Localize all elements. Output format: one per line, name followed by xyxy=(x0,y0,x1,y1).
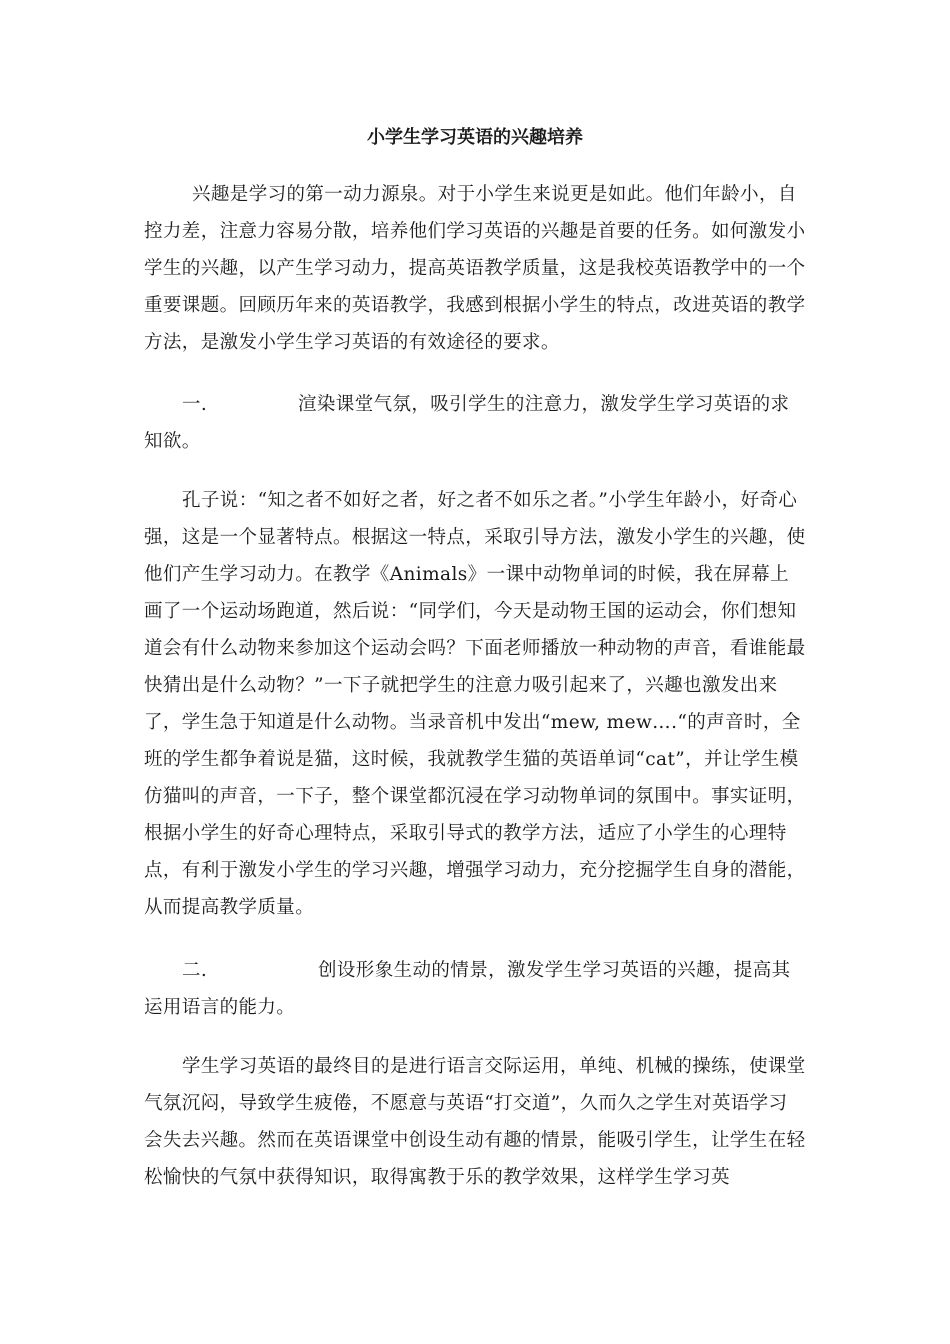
section-1-heading xyxy=(144,386,806,460)
section-2-heading xyxy=(144,952,806,1026)
intro-paragraph xyxy=(144,176,806,361)
section-2-heading-text: 创设形象生动的情景，激发学生学习英语的兴趣，提高其运用语言的能力。 xyxy=(144,960,791,1018)
section-1-text: 孔子说：“知之者不如好之者，好之者不如乐之者。”小学生年龄小，好奇心强，这是一个显著特点。根据这一特点，采取引导方法，激发小学生的兴趣，使他们产生学习动力。在教学《Animals》一课中动物单词的时候，我在屏幕上画了一个运动场跑道，然后说：“同学们，今天是动物王国的运动会，你们想知道会有什么动物来参加这个运动会吗？下面老师播放一种动物的声音，看谁能最快猜出是什么动物？”一下子就把学生的注意力吸引起来了，兴趣也激发出来了，学生急于知道是什么动物。当录音机中发出“mew, mew….“的声音时，全班的学生都争着说是猫，这时候，我就教学生猫的英语单词“cat”，并让学生模仿猫叫的声音，一下子，整个课堂都沉浸在学习动物单词的氛围中。事实证明，根据小学生的好奇心理特点，采取引导式的教学方法，适应了小学生的心理特点，有利于激发小学生的学习兴趣，增强学习动力，充分挖掘学生自身的潜能，从而提高教学质量。 xyxy=(144,490,806,918)
section-2-text: 学生学习英语的最终目的是进行语言交际运用，单纯、机械的操练，使课堂气氛沉闷，导致学生疲倦，不愿意与英语“打交道”，久而久之学生对英语学习会失去兴趣。然而在英语课堂中创设生动有趣的情景，能吸引学生，让学生在轻松愉快的气氛中获得知识，取得寓教于乐的教学效果，这样学生学习英 xyxy=(144,1056,806,1188)
section-1-heading-text: 渲染课堂气氛，吸引学生的注意力，激发学生学习英语的求知欲。 xyxy=(144,394,790,452)
section-1-number: 一. xyxy=(182,394,208,415)
section-1-paragraph xyxy=(144,482,806,926)
section-2-paragraph xyxy=(144,1048,806,1196)
section-2-number: 二. xyxy=(182,960,208,981)
document-title: 小学生学习英语的兴趣培养 xyxy=(367,127,583,148)
intro-text: 兴趣是学习的第一动力源泉。对于小学生来说更是如此。他们年龄小，自控力差，注意力容易分散，培养他们学习英语的兴趣是首要的任务。如何激发小学生的兴趣，以产生学习动力，提高英语教学质量，这是我校英语教学中的一个重要课题。回顾历年来的英语教学，我感到根据小学生的特点，改进英语的教学方法，是激发小学生学习英语的有效途径的要求。 xyxy=(144,184,806,353)
